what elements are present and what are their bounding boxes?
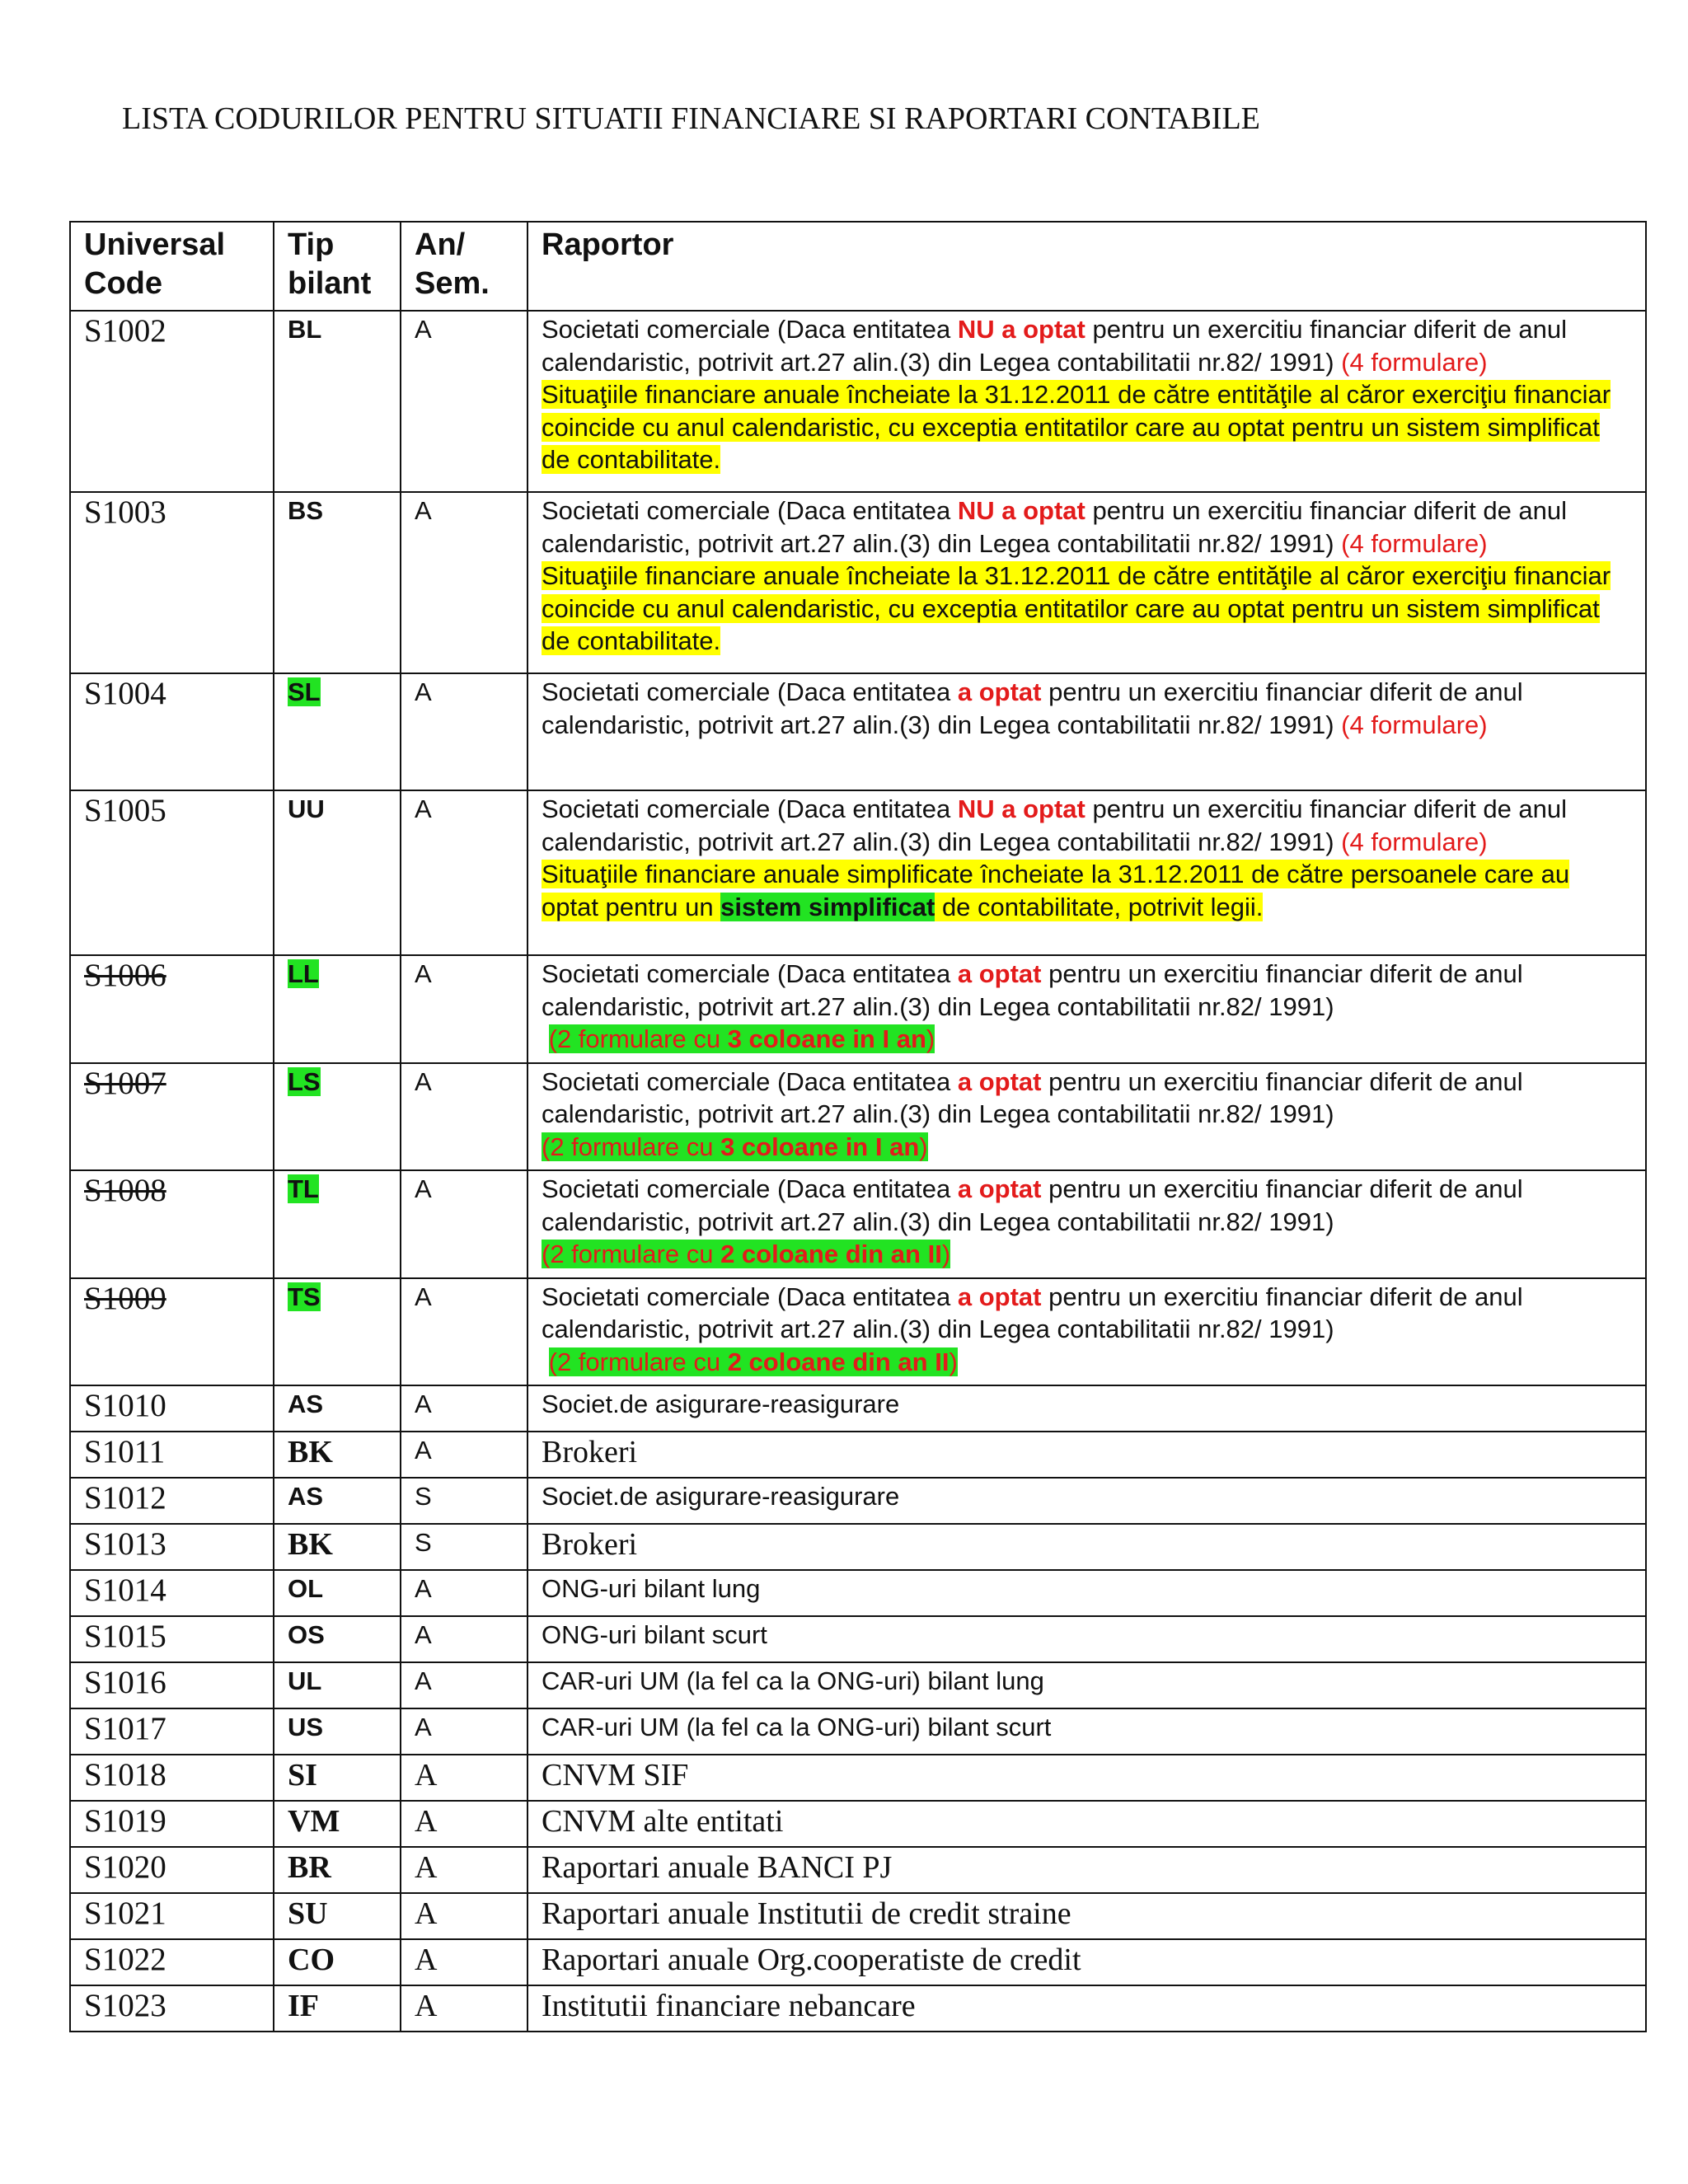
row-tip: UU [274,790,401,955]
row-raportor: ONG-uri bilant scurt [528,1616,1646,1662]
row-tip: UL [274,1662,401,1708]
table-row [70,1385,1646,1432]
table-row [70,1893,1646,1939]
row-raportor: Brokeri [528,1432,1646,1478]
row-an: A [401,1662,528,1708]
row-code: S1013 [70,1524,274,1570]
row-raportor: Societati comerciale (Daca entitatea a optat pentru un exercitiu financiar diferit de anul calendaristic, potrivit art.27 alin.(3) din Legea contabilitatii nr.82/ 1991) (2 formulare cu 2 coloane din an II) [528,1170,1646,1278]
row-an: A [401,1801,528,1847]
row-raportor: Brokeri [528,1524,1646,1570]
row-raportor: Societati comerciale (Daca entitatea a optat pentru un exercitiu financiar diferit de anul calendaristic, potrivit art.27 alin.(3) din Legea contabilitatii nr.82/ 1991) (4 formulare) [528,673,1646,790]
table-row [70,955,1646,1063]
table-row [70,1985,1646,2032]
row-code: S1022 [70,1939,274,1985]
table-row [70,1170,1646,1278]
row-code: S1007 [70,1063,274,1171]
row-tip: BL [274,311,401,492]
row-code: S1004 [70,673,274,790]
row-an: S [401,1524,528,1570]
row-an: A [401,790,528,955]
row-tip: US [274,1708,401,1755]
table-row [70,1708,1646,1755]
row-code: S1012 [70,1478,274,1524]
table-row [70,1939,1646,1985]
codes-table [69,221,1647,2032]
table-row [70,1616,1646,1662]
table-row [70,1478,1646,1524]
row-code: S1009 [70,1278,274,1386]
row-code: S1019 [70,1801,274,1847]
table-row [70,673,1646,790]
row-tip: AS [274,1385,401,1432]
row-code: S1020 [70,1847,274,1893]
row-tip: LL [274,955,401,1063]
row-raportor: Societati comerciale (Daca entitatea a optat pentru un exercitiu financiar diferit de anul calendaristic, potrivit art.27 alin.(3) din Legea contabilitatii nr.82/ 1991) (2 formulare cu 3 coloane in I an) [528,955,1646,1063]
row-an: A [401,1755,528,1801]
row-code: S1002 [70,311,274,492]
row-raportor: Raportari anuale Org.cooperatiste de credit [528,1939,1646,1985]
table-row [70,790,1646,955]
table-row [70,1278,1646,1386]
row-tip: SL [274,673,401,790]
row-raportor: CAR-uri UM (la fel ca la ONG-uri) bilant scurt [528,1708,1646,1755]
row-code: S1008 [70,1170,274,1278]
row-tip: OL [274,1570,401,1616]
row-code: S1011 [70,1432,274,1478]
row-tip: SI [274,1755,401,1801]
row-raportor: ONG-uri bilant lung [528,1570,1646,1616]
row-code: S1021 [70,1893,274,1939]
table-row [70,1755,1646,1801]
row-raportor: CAR-uri UM (la fel ca la ONG-uri) bilant lung [528,1662,1646,1708]
row-an: A [401,1432,528,1478]
row-raportor: Societati comerciale (Daca entitatea a optat pentru un exercitiu financiar diferit de anul calendaristic, potrivit art.27 alin.(3) din Legea contabilitatii nr.82/ 1991) (2 formulare cu 2 coloane din an II) [528,1278,1646,1386]
row-tip: TS [274,1278,401,1386]
row-raportor: Societ.de asigurare-reasigurare [528,1385,1646,1432]
row-an: A [401,955,528,1063]
row-tip: CO [274,1939,401,1985]
table-row [70,1570,1646,1616]
row-an: A [401,1708,528,1755]
row-code: S1014 [70,1570,274,1616]
row-an: A [401,1985,528,2032]
header-an-sem: An/ Sem. [401,222,528,311]
row-raportor: Raportari anuale Institutii de credit straine [528,1893,1646,1939]
table-row [70,1801,1646,1847]
row-tip: BR [274,1847,401,1893]
highlighted-note: Situaţiile financiare anuale încheiate la 31.12.2011 de către entităţile al căror exerciţiu financiar coincide cu anul calendaristic, cu exceptia entitatilor care au optat pentru un sistem simplificat de contabilitate. [542,561,1611,655]
row-raportor: Societ.de asigurare-reasigurare [528,1478,1646,1524]
row-an: A [401,1278,528,1386]
table-row [70,1847,1646,1893]
row-an: A [401,1570,528,1616]
row-code: S1023 [70,1985,274,2032]
table-row [70,311,1646,492]
table-row [70,1432,1646,1478]
row-raportor: Raportari anuale BANCI PJ [528,1847,1646,1893]
row-raportor: Societati comerciale (Daca entitatea NU a optat pentru un exercitiu financiar diferit de anul calendaristic, potrivit art.27 alin.(3) din Legea contabilitatii nr.82/ 1991) (4 formulare) Situaţiile financiare anuale simplificate încheiate la 31.12.2011 de către persoanele care au optat pentru un sistem simplificat de contabilitate, potrivit legii. [528,790,1646,955]
table-header-row [70,222,1646,311]
row-raportor: Societati comerciale (Daca entitatea NU a optat pentru un exercitiu financiar diferit de anul calendaristic, potrivit art.27 alin.(3) din Legea contabilitatii nr.82/ 1991) (4 formulare) Situaţiile financiare anuale încheiate la 31.12.2011 de către entităţile al căror exerciţiu financiar coincide cu anul calendaristic, cu exceptia entitatilor care au optat pentru un sistem simplificat de contabilitate. [528,492,1646,673]
row-an: A [401,673,528,790]
header-raportor: Raportor [528,222,1646,311]
row-raportor: Societati comerciale (Daca entitatea a optat pentru un exercitiu financiar diferit de anul calendaristic, potrivit art.27 alin.(3) din Legea contabilitatii nr.82/ 1991) (2 formulare cu 3 coloane in I an) [528,1063,1646,1171]
row-code: S1017 [70,1708,274,1755]
row-code: S1018 [70,1755,274,1801]
row-tip: OS [274,1616,401,1662]
row-tip: IF [274,1985,401,2032]
row-raportor: CNVM SIF [528,1755,1646,1801]
table-row [70,492,1646,673]
row-raportor: CNVM alte entitati [528,1801,1646,1847]
row-an: A [401,492,528,673]
row-an: A [401,1063,528,1171]
row-tip: BS [274,492,401,673]
row-an: A [401,1939,528,1985]
highlighted-note: Situaţiile financiare anuale încheiate la 31.12.2011 de către entităţile al căror exerciţiu financiar coincide cu anul calendaristic, cu exceptia entitatilor care au optat pentru un sistem simplificat de contabilitate. [542,380,1611,474]
row-raportor: Societati comerciale (Daca entitatea NU a optat pentru un exercitiu financiar diferit de anul calendaristic, potrivit art.27 alin.(3) din Legea contabilitatii nr.82/ 1991) (4 formulare) Situaţiile financiare anuale încheiate la 31.12.2011 de către entităţile al căror exerciţiu financiar coincide cu anul calendaristic, cu exceptia entitatilor care au optat pentru un sistem simplificat de contabilitate. [528,311,1646,492]
row-code: S1006 [70,955,274,1063]
row-an: A [401,1385,528,1432]
row-tip: VM [274,1801,401,1847]
row-tip: BK [274,1432,401,1478]
row-code: S1015 [70,1616,274,1662]
table-row [70,1063,1646,1171]
row-code: S1003 [70,492,274,673]
row-an: A [401,311,528,492]
row-tip: AS [274,1478,401,1524]
row-code: S1005 [70,790,274,955]
row-code: S1016 [70,1662,274,1708]
row-raportor: Institutii financiare nebancare [528,1985,1646,2032]
page-title: LISTA CODURILOR PENTRU SITUATII FINANCIARE SI RAPORTARI CONTABILE [122,101,1260,136]
row-an: S [401,1478,528,1524]
table-row [70,1662,1646,1708]
row-tip: SU [274,1893,401,1939]
row-tip: TL [274,1170,401,1278]
header-universal-code: Universal Code [70,222,274,311]
row-tip: BK [274,1524,401,1570]
row-tip: LS [274,1063,401,1171]
row-an: A [401,1616,528,1662]
row-an: A [401,1170,528,1278]
table-row [70,1524,1646,1570]
row-an: A [401,1893,528,1939]
row-code: S1010 [70,1385,274,1432]
header-tip-bilant: Tip bilant [274,222,401,311]
row-an: A [401,1847,528,1893]
